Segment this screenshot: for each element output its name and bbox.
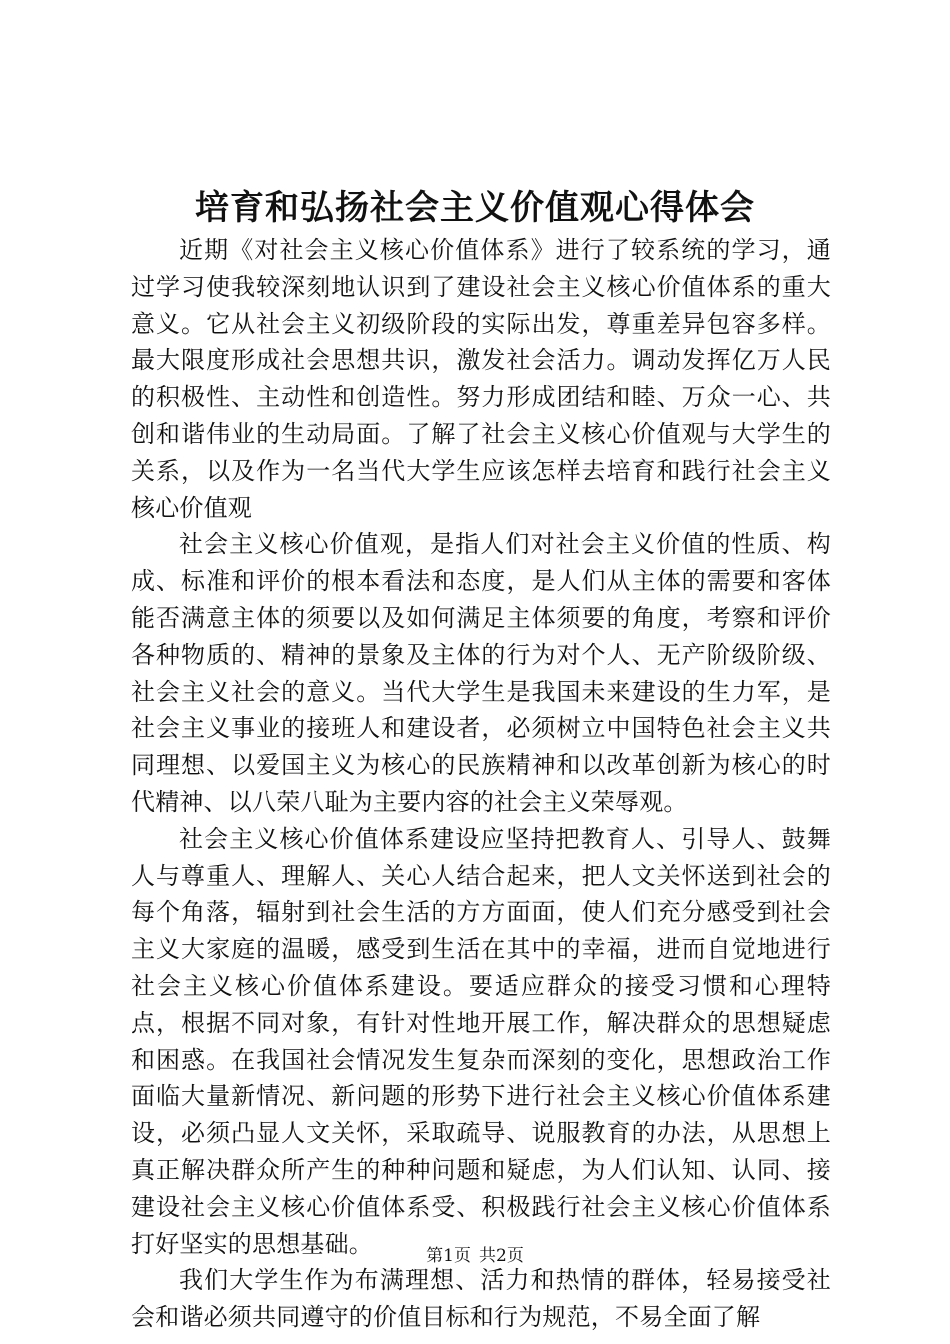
paragraph-4: 我们大学生作为布满理想、活力和热情的群体，轻易接受社会和谐必须共同遵守的价值目标和行为规范，不易全面了解 bbox=[131, 1266, 831, 1332]
page-footer bbox=[0, 1244, 950, 1268]
paragraph-2: 社会主义核心价值观，是指人们对社会主义价值的性质、构成、标准和评价的根本看法和态度，是人们从主体的需要和客体能否满意主体的须要以及如何满足主体须要的角度，考察和评价各种物质的、精神的景象及主体的行为对个人、无产阶级阶级、社会主义社会的意义。当代大学生是我国未来建设的生力军，是社会主义事业的接班人和建设者，必须树立中国特色社会主义共同理想、以爱国主义为核心的民族精神和以改革创新为核心的时代精神、以八荣八耻为主要内容的社会主义荣辱观。 bbox=[131, 530, 831, 816]
paragraph-3: 社会主义核心价值体系建设应坚持把教育人、引导人、鼓舞人与尊重人、理解人、关心人结合起来，把人文关怀送到社会的每个角落，辐射到社会生活的方方面面，使人们充分感受到社会主义大家庭的温暖，感受到生活在其中的幸福，进而自觉地进行社会主义核心价值体系建设。要适应群众的接受习惯和心理特点，根据不同对象，有针对性地开展工作，解决群众的思想疑虑和困惑。在我国社会情况发生复杂而深刻的变化，思想政治工作面临大量新情况、新问题的形势下进行社会主义核心价值体系建设，必须凸显人文关怀，采取疏导、说服教育的办法，从思想上真正解决群众所产生的种种问题和疑虑，为人们认知、认同、接建设社会主义核心价值体系受、积极践行社会主义核心价值体系打好坚实的思想基础。 bbox=[131, 824, 831, 1258]
page-number-current: 第1页 bbox=[426, 1246, 471, 1266]
document-title: 培育和弘扬社会主义价值观心得体会 bbox=[195, 188, 755, 228]
page-number-total: 共2页 bbox=[479, 1246, 524, 1266]
document-body bbox=[131, 232, 831, 1336]
paragraph-1: 近期《对社会主义核心价值体系》进行了较系统的学习，通过学习使我较深刻地认识到了建设社会主义核心价值体系的重大意义。它从社会主义初级阶段的实际出发，尊重差异包容多样。最大限度形成社会思想共识，激发社会活力。调动发挥亿万人民的积极性、主动性和创造性。努力形成团结和睦、万众一心、共创和谐伟业的生动局面。了解了社会主义核心价值观与大学生的关系，以及作为一名当代大学生应该怎样去培育和践行社会主义核心价值观 bbox=[131, 236, 831, 522]
